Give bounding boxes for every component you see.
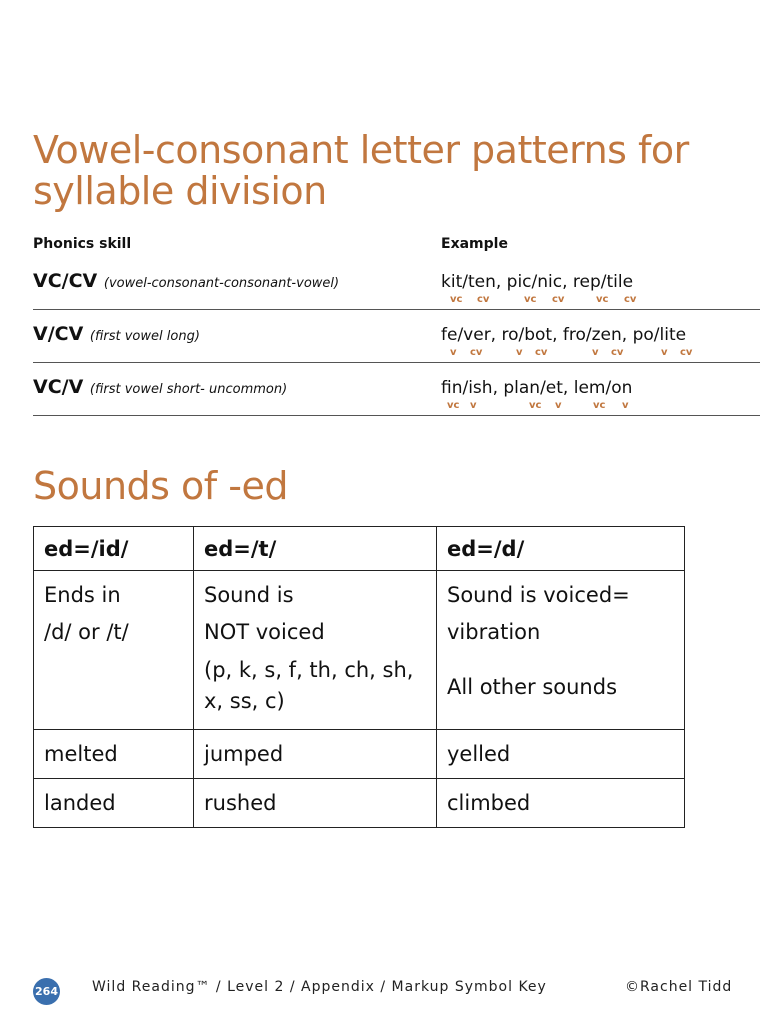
syllable-mark: vc: [524, 294, 537, 305]
footer-copyright: ©Rachel Tidd: [625, 979, 733, 995]
skill-label: VC/CV: [33, 270, 98, 292]
syllable-mark: vc: [447, 400, 460, 411]
example-cell: landed: [34, 779, 194, 828]
section-title-syllable-patterns: [33, 130, 689, 212]
header-cell: ed=/id/: [34, 527, 194, 571]
desc-line: All other sounds: [447, 675, 618, 699]
header-cell: ed=/d/: [437, 527, 685, 571]
example-cell: melted: [34, 730, 194, 779]
desc-line: vibration: [447, 620, 541, 644]
syllable-mark: cv: [611, 347, 624, 358]
desc-line: Sound is: [204, 583, 294, 607]
example-cell: rushed: [194, 779, 437, 828]
syllable-mark: cv: [535, 347, 548, 358]
pattern-skill: [33, 270, 339, 292]
skill-note: (vowel-consonant-consonant-vowel): [103, 276, 340, 291]
table-row: [34, 571, 685, 730]
ed-sounds-table: [33, 526, 685, 828]
footer-path: Wild Reading™ / Level 2 / Appendix / Markup Symbol Key: [92, 979, 547, 995]
syllable-mark: v: [450, 347, 457, 358]
title-line-1: Vowel-consonant letter patterns for: [33, 128, 689, 172]
desc-line: NOT voiced: [204, 620, 325, 644]
pattern-example: kit/ten, pic/nic, rep/tile: [441, 272, 634, 292]
description-cell: [194, 571, 437, 730]
pattern-example: fin/ish, plan/et, lem/on: [441, 378, 633, 398]
syllable-mark: cv: [624, 294, 637, 305]
syllable-mark: vc: [593, 400, 606, 411]
section-title-ed-sounds: Sounds of -ed: [33, 464, 288, 508]
header-phonics-skill: Phonics skill: [33, 236, 132, 252]
pattern-skill: [33, 376, 287, 398]
example-cell: jumped: [194, 730, 437, 779]
description-cell: [437, 571, 685, 730]
skill-label: V/CV: [33, 323, 84, 345]
example-cell: yelled: [437, 730, 685, 779]
pattern-row: [33, 362, 760, 416]
syllable-mark: cv: [552, 294, 565, 305]
table-row: [34, 730, 685, 779]
syllable-mark: v: [516, 347, 523, 358]
syllable-mark: cv: [680, 347, 693, 358]
syllable-mark: vc: [529, 400, 542, 411]
header-example: Example: [441, 236, 508, 252]
skill-note: (first vowel short- uncommon): [89, 382, 288, 397]
pattern-skill: [33, 323, 200, 345]
syllable-mark: v: [592, 347, 599, 358]
syllable-mark: cv: [470, 347, 483, 358]
syllable-mark: v: [661, 347, 668, 358]
syllable-mark: vc: [450, 294, 463, 305]
description-cell: [34, 571, 194, 730]
desc-line: (p, k, s, f, th, ch, sh,: [204, 658, 414, 682]
table-header-row: [34, 527, 685, 571]
syllable-mark: vc: [596, 294, 609, 305]
syllable-mark: v: [555, 400, 562, 411]
desc-line: Ends in: [44, 583, 121, 607]
header-cell: ed=/t/: [194, 527, 437, 571]
skill-label: VC/V: [33, 376, 84, 398]
desc-line: Sound is voiced=: [447, 583, 630, 607]
pattern-row: [33, 256, 760, 310]
syllable-mark: cv: [477, 294, 490, 305]
table-row: [34, 779, 685, 828]
page-number-badge: 264: [33, 978, 60, 1005]
syllable-mark: v: [470, 400, 477, 411]
desc-line: /d/ or /t/: [44, 620, 129, 644]
title-line-2: syllable division: [33, 169, 327, 213]
pattern-row: [33, 309, 760, 363]
example-cell: climbed: [437, 779, 685, 828]
pattern-example: fe/ver, ro/bot, fro/zen, po/lite: [441, 325, 687, 345]
desc-line: x, ss, c): [204, 689, 285, 713]
skill-note: (first vowel long): [89, 329, 200, 344]
page-footer: [0, 978, 782, 1002]
syllable-mark: v: [622, 400, 629, 411]
